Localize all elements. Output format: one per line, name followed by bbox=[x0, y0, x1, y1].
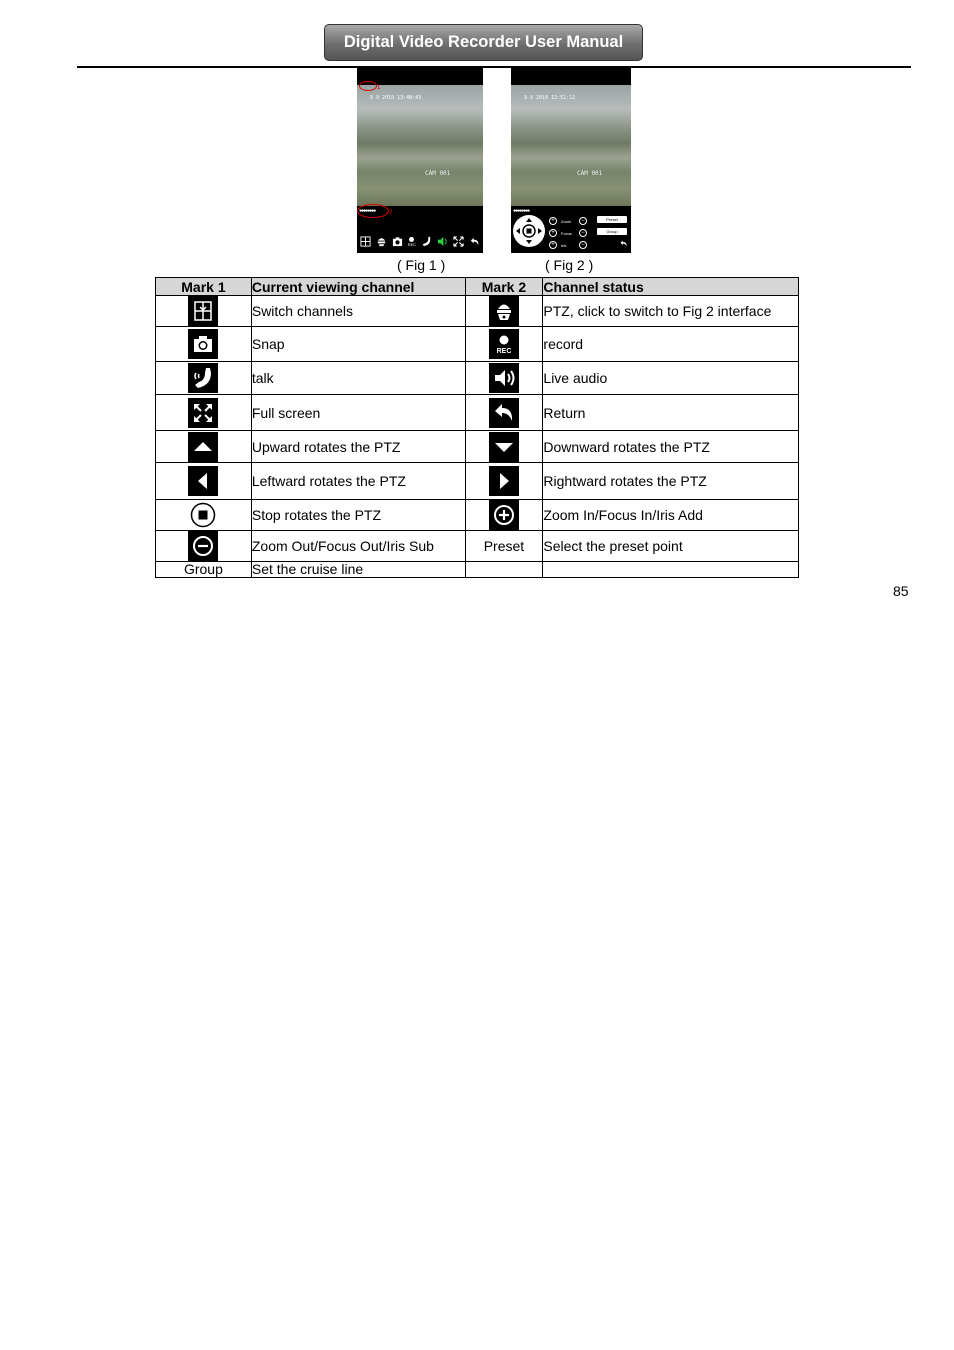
row-desc2: Zoom In/Focus In/Iris Add bbox=[543, 500, 799, 531]
ptz-dome-icon bbox=[489, 296, 519, 326]
row-desc1: Full screen bbox=[251, 395, 465, 431]
header-rule bbox=[77, 66, 911, 68]
table-row bbox=[156, 296, 799, 327]
ptz-row-focus bbox=[549, 227, 591, 239]
row-desc2: Rightward rotates the PTZ bbox=[543, 463, 799, 500]
speaker-audio-icon bbox=[489, 363, 519, 393]
fig2-caption: ( Fig 2 ) bbox=[545, 257, 594, 273]
ptz-row-iris bbox=[549, 239, 591, 251]
fig1-mark-number-2: 2 bbox=[389, 210, 393, 216]
fig2-screenshot bbox=[511, 68, 631, 253]
arrow-up-icon bbox=[188, 432, 218, 462]
fullscreen-icon bbox=[453, 236, 464, 247]
ptz-focus-label: Focus bbox=[561, 230, 572, 236]
row-desc1: Zoom Out/Focus Out/Iris Sub bbox=[251, 531, 465, 562]
fig1-osd-cam: CAM 001 bbox=[425, 170, 451, 177]
group-button[interactable]: Group bbox=[597, 228, 627, 235]
table-row bbox=[156, 431, 799, 463]
switch-channels-icon bbox=[360, 236, 371, 247]
plus-circle-icon[interactable]: + bbox=[549, 241, 557, 249]
ptz-dome-icon bbox=[376, 236, 387, 247]
record-icon-label: REC bbox=[496, 348, 512, 355]
row-desc1: Leftward rotates the PTZ bbox=[251, 463, 465, 500]
header-title: Digital Video Recorder User Manual bbox=[324, 24, 643, 61]
minus-circle-icon bbox=[188, 531, 218, 561]
talk-phone-icon bbox=[188, 363, 218, 393]
fig2-ptz-direction-pad[interactable] bbox=[513, 215, 545, 247]
camera-snap-icon bbox=[392, 236, 403, 247]
return-arrow-icon bbox=[469, 236, 480, 247]
fig2-osd-time: 9 9 2010 13:51:12 bbox=[524, 95, 576, 101]
header-current-viewing-channel: Current viewing channel bbox=[251, 278, 465, 296]
speaker-audio-icon bbox=[437, 236, 448, 247]
record-icon bbox=[408, 237, 416, 247]
fig1-control-bar bbox=[357, 236, 483, 247]
switch-channels-icon bbox=[188, 296, 218, 326]
row-desc2: record bbox=[543, 327, 799, 362]
row-desc2 bbox=[543, 562, 799, 578]
plus-circle-icon bbox=[489, 500, 519, 530]
icon-description-table bbox=[155, 277, 799, 578]
table-row bbox=[156, 531, 799, 562]
plus-circle-icon[interactable]: + bbox=[549, 229, 557, 237]
fig1-screenshot bbox=[357, 68, 483, 253]
table-row bbox=[156, 327, 799, 362]
header-channel-status: Channel status bbox=[543, 278, 799, 296]
ptz-row-zoom bbox=[549, 215, 591, 227]
row-desc2: Downward rotates the PTZ bbox=[543, 431, 799, 463]
fig2-osd-cam: CAM 001 bbox=[577, 170, 603, 177]
row-desc1: Stop rotates the PTZ bbox=[251, 500, 465, 531]
table-row bbox=[156, 562, 799, 578]
fig2-camera-view bbox=[511, 85, 631, 206]
return-arrow-icon bbox=[489, 398, 519, 428]
arrow-left-icon bbox=[188, 466, 218, 496]
minus-circle-icon[interactable]: − bbox=[579, 229, 587, 237]
row-desc2: Return bbox=[543, 395, 799, 431]
fig1-channel-dots: ●●●●●●●● bbox=[359, 208, 376, 214]
table-row bbox=[156, 362, 799, 395]
fig1-mark-number-1: 1 bbox=[377, 85, 381, 91]
arrow-down-icon bbox=[489, 432, 519, 462]
table-row bbox=[156, 395, 799, 431]
plus-circle-icon[interactable]: + bbox=[549, 217, 557, 225]
ptz-iris-label: Iris bbox=[561, 242, 567, 248]
row-desc1: Set the cruise line bbox=[251, 562, 465, 578]
row-desc1: Snap bbox=[251, 327, 465, 362]
fig1-mark-ellipse-2 bbox=[357, 204, 389, 218]
table-row bbox=[156, 463, 799, 500]
table-row bbox=[156, 500, 799, 531]
row-mark2: Preset bbox=[465, 531, 543, 562]
row-mark2 bbox=[465, 562, 543, 578]
return-arrow-icon[interactable] bbox=[619, 239, 628, 248]
row-mark1: Group bbox=[156, 562, 252, 578]
preset-button[interactable]: Preset bbox=[597, 216, 627, 223]
minus-circle-icon[interactable]: − bbox=[579, 241, 587, 249]
row-desc2: Live audio bbox=[543, 362, 799, 395]
record-icon-label: REC bbox=[407, 241, 417, 247]
fig1-mark-ellipse-1 bbox=[359, 81, 377, 91]
fullscreen-icon bbox=[188, 398, 218, 428]
stop-circle-icon bbox=[188, 500, 218, 530]
talk-phone-icon bbox=[421, 236, 432, 247]
fig2-channel-dots: ●●●●●●●● bbox=[513, 208, 530, 214]
row-desc1: Switch channels bbox=[251, 296, 465, 327]
page-number: 85 bbox=[893, 583, 909, 599]
ptz-pad-arrows-icon bbox=[513, 215, 545, 247]
minus-circle-icon[interactable]: − bbox=[579, 217, 587, 225]
row-desc1: talk bbox=[251, 362, 465, 395]
table-header-row bbox=[156, 278, 799, 296]
row-desc2: Select the preset point bbox=[543, 531, 799, 562]
fig1-caption: ( Fig 1 ) bbox=[397, 257, 446, 273]
ptz-zoom-label: Zoom bbox=[561, 218, 572, 224]
header-mark2: Mark 2 bbox=[465, 278, 543, 296]
fig2-ptz-controls bbox=[549, 215, 591, 251]
arrow-right-icon bbox=[489, 466, 519, 496]
record-icon bbox=[489, 329, 519, 359]
fig1-camera-view bbox=[357, 85, 483, 206]
row-desc2: PTZ, click to switch to Fig 2 interface bbox=[543, 296, 799, 327]
fig1-osd-time: 9 9 2010 13:48:43 bbox=[370, 95, 422, 101]
row-desc1: Upward rotates the PTZ bbox=[251, 431, 465, 463]
header-mark1: Mark 1 bbox=[156, 278, 252, 296]
camera-snap-icon bbox=[188, 329, 218, 359]
